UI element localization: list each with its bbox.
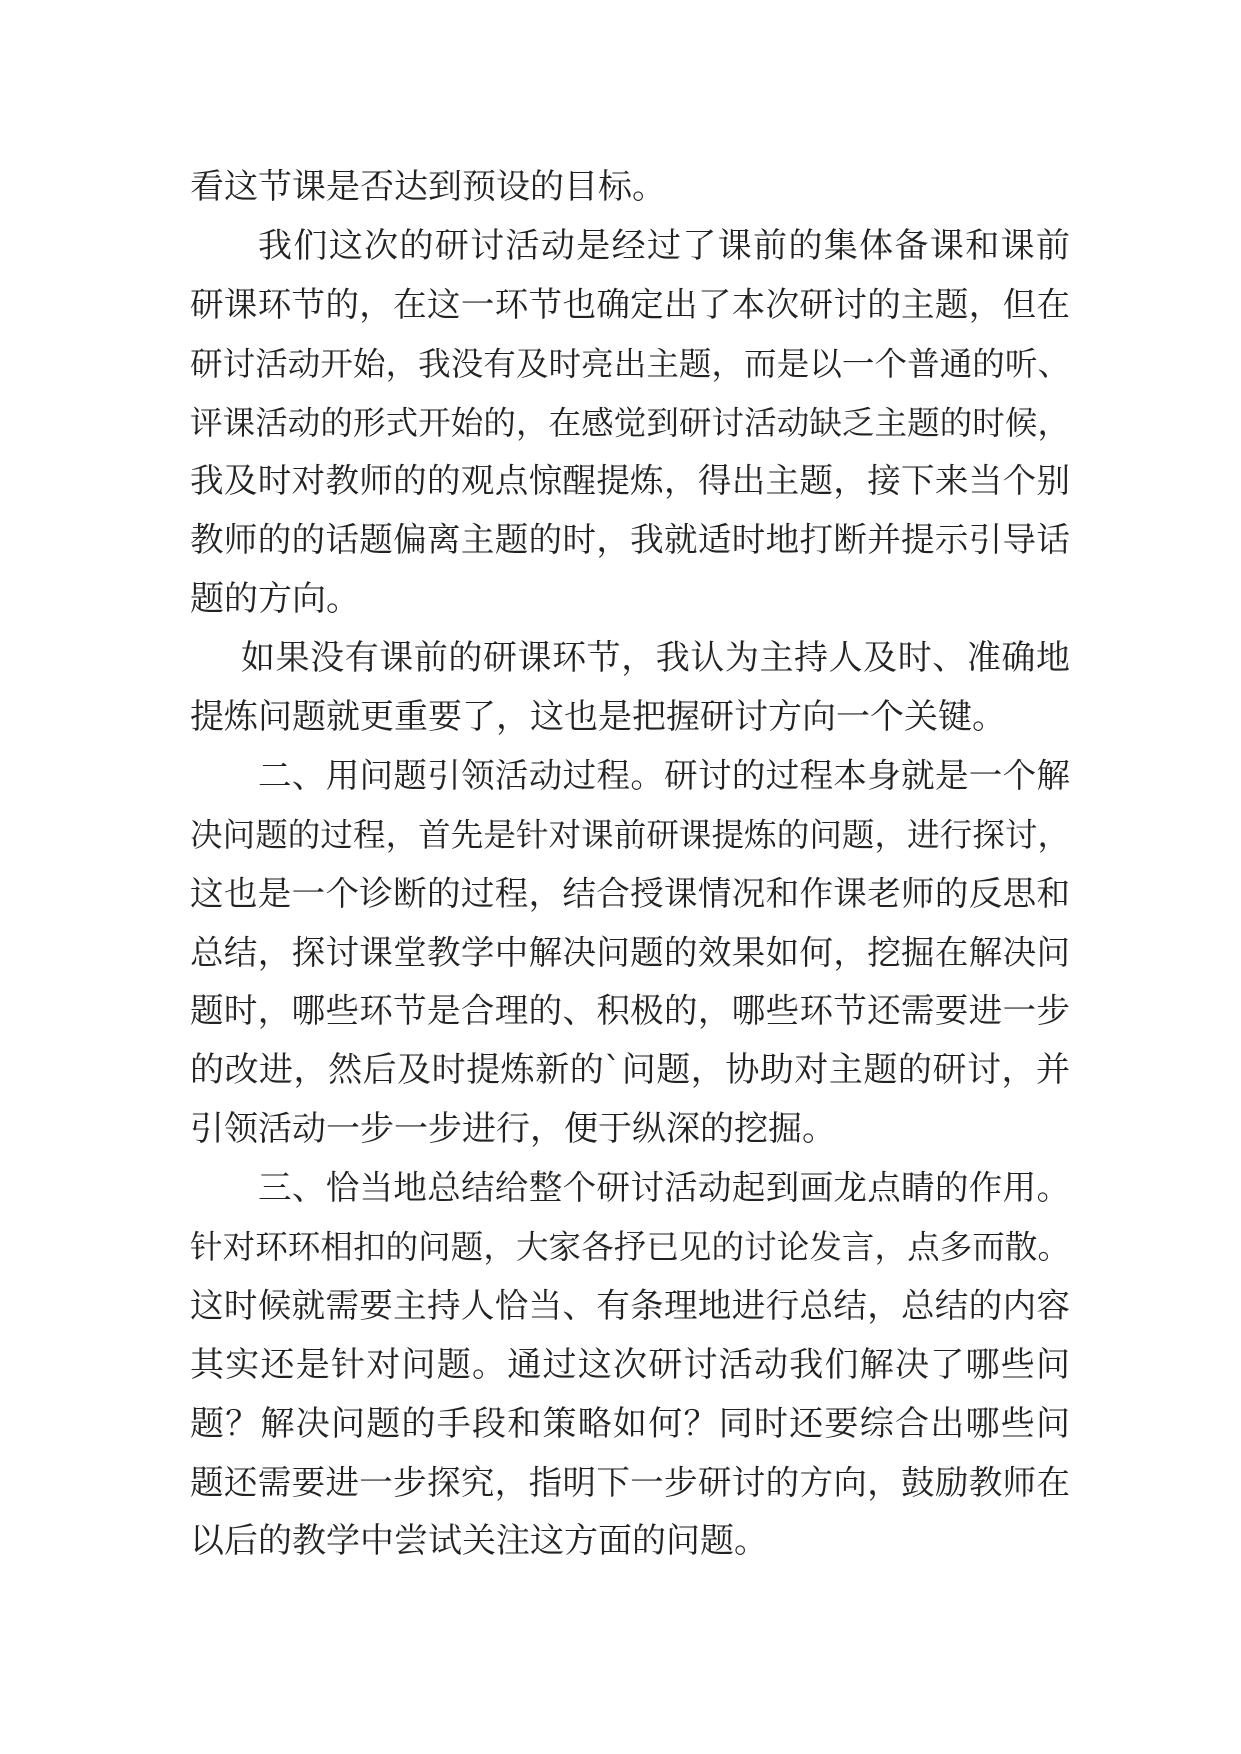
text-line: 题？解决问题的手段和策略如何？同时还要综合出哪些问 <box>190 1403 1070 1444</box>
text-line: 教师的的话题偏离主题的时，我就适时地打断并提示引导话 <box>190 520 1070 560</box>
text-line: 这时候就需要主持人恰当、有条理地进行总结，总结的内容 <box>190 1285 1070 1325</box>
text-line: 如果没有课前的研课环节，我认为主持人及时、准确地 <box>241 638 1070 679</box>
text-line: 研讨活动开始，我没有及时亮出主题，而是以一个普通的听、 <box>190 344 1070 383</box>
text-line: 二、用问题引领活动过程。研讨的过程本身就是一个解 <box>258 755 1070 795</box>
text-line: 三、恰当地总结给整个研讨活动起到画龙点睛的作用。 <box>258 1168 1070 1208</box>
text-line: 研课环节的，在这一环节也确定出了本次研讨的主题，但在 <box>190 284 1070 324</box>
text-line: 引领活动一步一步进行，便于纵深的挖掘。 <box>190 1109 836 1150</box>
text-line: 评课活动的形式开始的，在感觉到研讨活动缺乏主题的时候， <box>190 403 1070 442</box>
text-line: 决问题的过程，首先是针对课前研课提炼的问题，进行探讨， <box>190 815 1070 854</box>
text-line: 我们这次的研讨活动是经过了课前的集体备课和课前 <box>258 225 1070 266</box>
text-line: 我及时对教师的的观点惊醒提炼，得出主题，接下来当个别 <box>190 461 1070 501</box>
document-body <box>190 158 1070 1571</box>
text-line: 以后的教学中尝试关注这方面的问题。 <box>190 1521 768 1562</box>
text-line: 其实还是针对问题。通过这次研讨活动我们解决了哪些问 <box>190 1344 1070 1385</box>
text-line: 提炼问题就更重要了，这也是把握研讨方向一个关键。 <box>190 697 1006 738</box>
text-line: 看这节课是否达到预设的目标。 <box>190 167 666 207</box>
text-line: 题的方向。 <box>190 579 360 620</box>
text-line: 针对环环相扣的问题，大家各抒已见的讨论发言，点多而散。 <box>190 1228 1070 1267</box>
text-line: 总结，探讨课堂教学中解决问题的效果如何，挖掘在解决问 <box>190 932 1070 972</box>
text-line: 题时，哪些环节是合理的、积极的，哪些环节还需要进一步 <box>190 991 1070 1031</box>
text-line: 这也是一个诊断的过程，结合授课情况和作课老师的反思和 <box>190 873 1070 913</box>
text-line: 题还需要进一步探究，指明下一步研讨的方向，鼓励教师在 <box>190 1462 1070 1502</box>
text-line: 的改进，然后及时提炼新的`问题，协助对主题的研讨，并 <box>190 1050 1070 1091</box>
